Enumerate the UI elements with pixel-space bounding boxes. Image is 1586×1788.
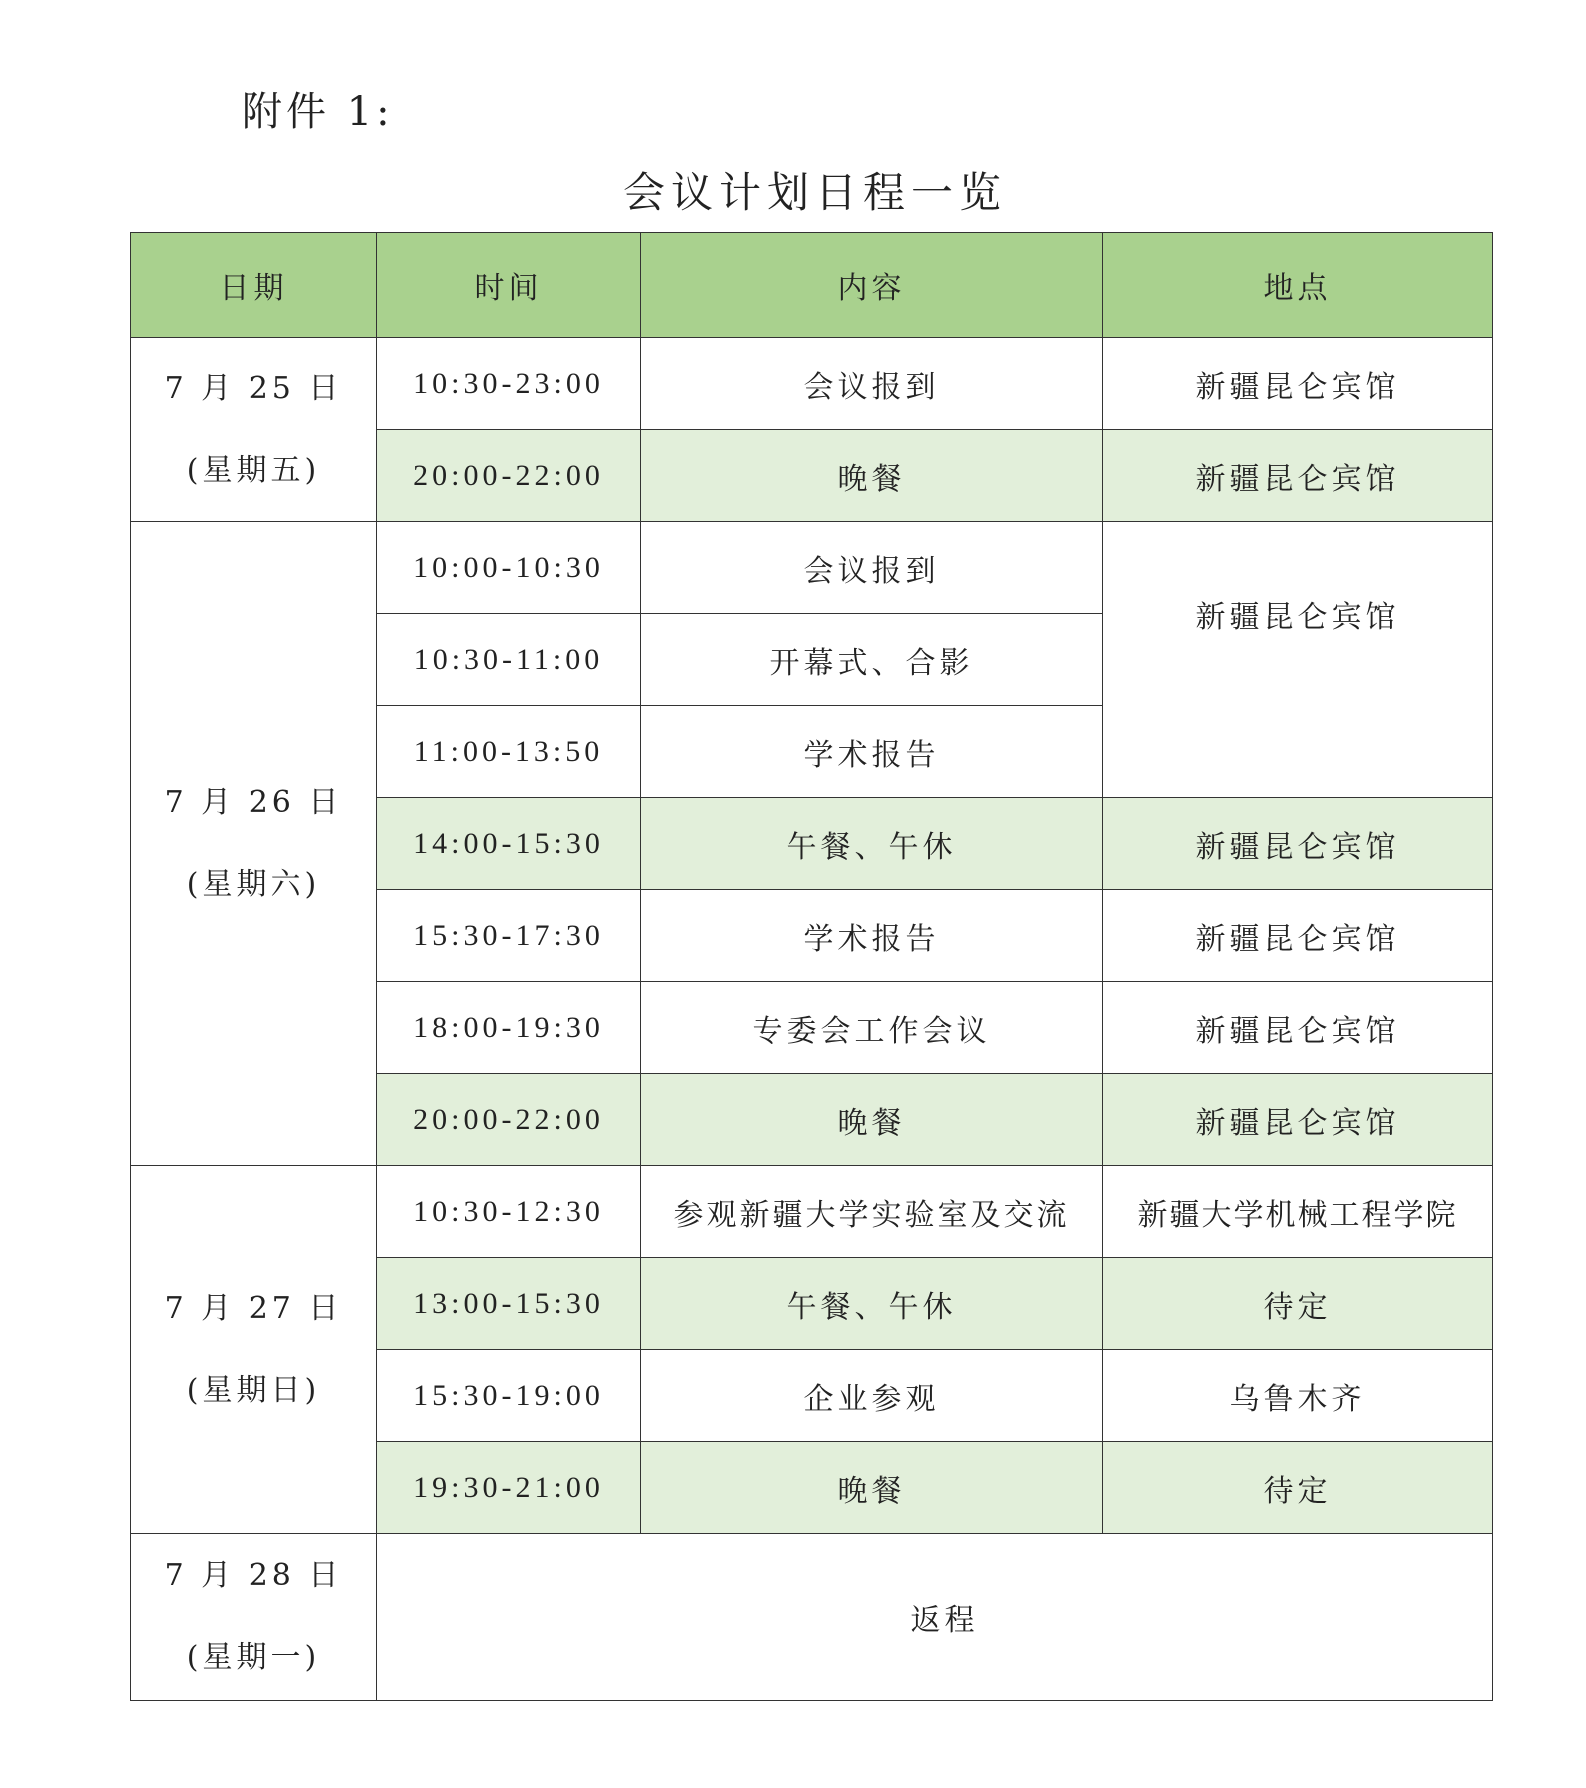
location-cell: 新疆昆仑宾馆 <box>1103 798 1493 890</box>
content-cell: 晚餐 <box>641 1442 1103 1534</box>
content-cell: 参观新疆大学实验室及交流 <box>641 1166 1103 1258</box>
date-text: 7 月 27 日 <box>164 1290 343 1326</box>
header-row <box>131 233 1493 338</box>
table-row <box>131 522 1493 614</box>
time-cell: 15:30-17:30 <box>377 890 641 982</box>
time-cell: 10:30-23:00 <box>377 338 641 430</box>
weekday-text: (星期六) <box>186 866 321 902</box>
content-cell: 企业参观 <box>641 1350 1103 1442</box>
date-cell <box>131 522 377 1166</box>
content-cell: 午餐、午休 <box>641 798 1103 890</box>
location-cell: 新疆昆仑宾馆 <box>1103 430 1493 522</box>
location-cell: 新疆昆仑宾馆 <box>1103 522 1493 798</box>
location-cell: 待定 <box>1103 1258 1493 1350</box>
date-cell <box>131 1534 377 1701</box>
location-cell: 新疆昆仑宾馆 <box>1103 982 1493 1074</box>
header-location: 地点 <box>1103 233 1493 338</box>
location-cell: 新疆大学机械工程学院 <box>1103 1166 1493 1258</box>
time-cell: 13:00-15:30 <box>377 1258 641 1350</box>
time-cell: 10:30-12:30 <box>377 1166 641 1258</box>
time-cell: 19:30-21:00 <box>377 1442 641 1534</box>
content-cell: 会议报到 <box>641 338 1103 430</box>
date-text: 7 月 26 日 <box>164 784 343 820</box>
time-cell: 20:00-22:00 <box>377 430 641 522</box>
content-cell: 晚餐 <box>641 430 1103 522</box>
table-row <box>131 1534 1493 1701</box>
time-cell: 20:00-22:00 <box>377 1074 641 1166</box>
attachment-label: 附件 1: <box>242 89 394 135</box>
header-time: 时间 <box>377 233 641 338</box>
page-title: 会议计划日程一览 <box>622 168 1007 217</box>
location-cell: 待定 <box>1103 1442 1493 1534</box>
header-date: 日期 <box>131 233 377 338</box>
table-row <box>131 1166 1493 1258</box>
date-cell <box>131 1166 377 1534</box>
date-text: 7 月 25 日 <box>164 370 343 406</box>
content-cell: 学术报告 <box>641 890 1103 982</box>
location-cell: 乌鲁木齐 <box>1103 1350 1493 1442</box>
time-cell: 10:00-10:30 <box>377 522 641 614</box>
table-row <box>131 338 1493 430</box>
return-trip-cell <box>377 1534 1493 1701</box>
date-text: 7 月 28 日 <box>164 1558 343 1593</box>
header-content: 内容 <box>641 233 1103 338</box>
content-cell: 午餐、午休 <box>641 1258 1103 1350</box>
content-cell: 专委会工作会议 <box>641 982 1103 1074</box>
time-cell: 11:00-13:50 <box>377 706 641 798</box>
weekday-text: (星期五) <box>186 452 321 488</box>
time-cell: 18:00-19:30 <box>377 982 641 1074</box>
location-cell: 新疆昆仑宾馆 <box>1103 1074 1493 1166</box>
location-cell: 新疆昆仑宾馆 <box>1103 890 1493 982</box>
content-cell: 开幕式、合影 <box>641 614 1103 706</box>
time-cell: 15:30-19:00 <box>377 1350 641 1442</box>
content-cell: 晚餐 <box>641 1074 1103 1166</box>
return-trip-text: 返程 <box>910 1603 979 1638</box>
weekday-text: (星期一) <box>186 1640 321 1675</box>
time-cell: 10:30-11:00 <box>377 614 641 706</box>
content-cell: 会议报到 <box>641 522 1103 614</box>
content-cell: 学术报告 <box>641 706 1103 798</box>
time-cell: 14:00-15:30 <box>377 798 641 890</box>
weekday-text: (星期日) <box>186 1372 321 1408</box>
schedule-table <box>130 232 1493 1701</box>
location-cell: 新疆昆仑宾馆 <box>1103 338 1493 430</box>
date-cell <box>131 338 377 522</box>
